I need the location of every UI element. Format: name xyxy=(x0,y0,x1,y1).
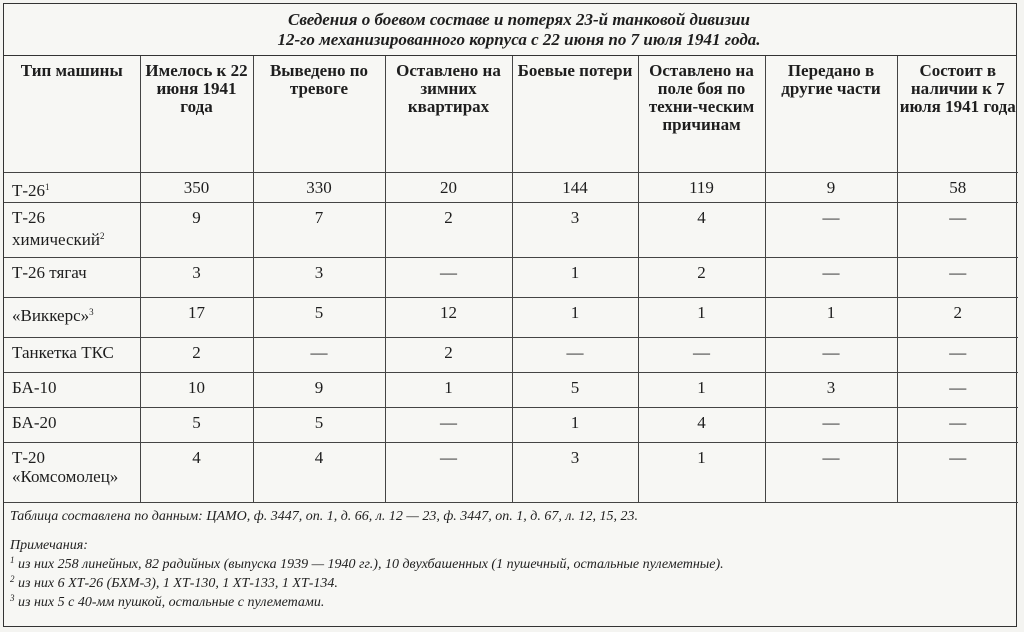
table-cell: 5 xyxy=(140,407,253,442)
table-row xyxy=(4,202,1018,257)
vehicle-type-label: Танкетка ТКС xyxy=(12,342,114,362)
table-row xyxy=(4,372,1018,407)
table-cell: 20 xyxy=(385,172,512,202)
footnote xyxy=(10,591,1016,610)
vehicle-type-label: Т-26 химический xyxy=(12,207,100,249)
vehicle-type-label: Т-26 тягач xyxy=(12,262,87,282)
header-row xyxy=(4,56,1018,172)
losses-table xyxy=(4,56,1018,503)
table-cell: — xyxy=(253,337,385,372)
table-cell: 10 xyxy=(140,372,253,407)
table-cell: — xyxy=(897,407,1018,442)
table-cell: 5 xyxy=(512,372,638,407)
table-cell: — xyxy=(638,337,765,372)
footnote xyxy=(10,572,1016,591)
table-cell: 1 xyxy=(638,442,765,502)
vehicle-type-label: «Виккерс» xyxy=(12,305,90,325)
table-cell: — xyxy=(385,442,512,502)
vehicle-type-label: Т-20 «Комсомолец» xyxy=(12,447,119,486)
vehicle-type-cell xyxy=(4,202,140,257)
table-cell: 4 xyxy=(638,407,765,442)
column-header: Оставлено на поле боя по техни-ческим причинам xyxy=(638,56,765,172)
table-cell: 4 xyxy=(253,442,385,502)
table-cell: — xyxy=(897,442,1018,502)
table-cell: — xyxy=(765,257,897,297)
table-cell: 1 xyxy=(512,257,638,297)
vehicle-type-cell xyxy=(4,372,140,407)
table-cell: 5 xyxy=(253,407,385,442)
table-row xyxy=(4,297,1018,337)
footnote-marker: 1 xyxy=(45,181,50,192)
table-row xyxy=(4,442,1018,502)
table-cell: 9 xyxy=(140,202,253,257)
table-cell: 5 xyxy=(253,297,385,337)
title-line-1: Сведения о боевом составе и потерях 23-й танковой дивизии xyxy=(287,10,750,29)
table-cell: 58 xyxy=(897,172,1018,202)
table-cell: — xyxy=(897,257,1018,297)
table-cell: 3 xyxy=(512,202,638,257)
vehicle-type-cell xyxy=(4,337,140,372)
table-cell: 7 xyxy=(253,202,385,257)
table-footer xyxy=(4,503,1016,610)
table-cell: 1 xyxy=(512,297,638,337)
table-cell: 1 xyxy=(765,297,897,337)
footnote-number: 3 xyxy=(10,592,15,603)
table-cell: 330 xyxy=(253,172,385,202)
document-sheet xyxy=(3,3,1017,627)
table-cell: — xyxy=(385,257,512,297)
vehicle-type-label: Т-26 xyxy=(12,180,46,200)
table-cell: 1 xyxy=(385,372,512,407)
footnote-marker: 3 xyxy=(89,306,94,317)
footnote-text: из них 258 линейных, 82 радийных (выпуска 1939 — 1940 гг.), 10 двухбашенных (1 пушечный, остальные пулеметные). xyxy=(18,556,724,572)
table-cell: 1 xyxy=(512,407,638,442)
notes-heading: Примечания: xyxy=(10,537,88,553)
notes-list xyxy=(10,553,1016,610)
table-cell: — xyxy=(765,202,897,257)
table-cell: 2 xyxy=(385,202,512,257)
footnote-marker: 2 xyxy=(99,230,105,241)
table-title xyxy=(4,4,1016,56)
footnote xyxy=(10,553,1016,572)
table-cell: 17 xyxy=(140,297,253,337)
column-header: Оставлено на зимних квартирах xyxy=(385,56,512,172)
table-body xyxy=(4,172,1018,502)
table-cell: 3 xyxy=(512,442,638,502)
table-cell: 3 xyxy=(765,372,897,407)
table-cell: — xyxy=(897,202,1018,257)
table-cell: 3 xyxy=(140,257,253,297)
vehicle-type-label: БА-10 xyxy=(12,377,57,397)
vehicle-type-cell xyxy=(4,172,140,202)
footnote-text: из них 5 с 40-мм пушкой, остальные с пулеметами. xyxy=(18,594,325,610)
table-cell: 12 xyxy=(385,297,512,337)
table-cell: 2 xyxy=(385,337,512,372)
table-row xyxy=(4,337,1018,372)
table-cell: 144 xyxy=(512,172,638,202)
vehicle-type-cell xyxy=(4,442,140,502)
source-note: Таблица составлена по данным: ЦАМО, ф. 3447, оп. 1, д. 66, л. 12 — 23, ф. 3447, оп. 1, д. 67, л. 12, 15, 23. xyxy=(10,508,638,524)
table-cell: 9 xyxy=(253,372,385,407)
table-cell: — xyxy=(765,442,897,502)
vehicle-type-cell xyxy=(4,297,140,337)
table-row xyxy=(4,407,1018,442)
table-cell: 2 xyxy=(897,297,1018,337)
column-header: Тип машины xyxy=(4,56,140,172)
table-cell: 4 xyxy=(140,442,253,502)
vehicle-type-label: БА-20 xyxy=(12,412,57,432)
vehicle-type-cell xyxy=(4,257,140,297)
footnote-number: 1 xyxy=(10,554,15,565)
column-header: Передано в другие части xyxy=(765,56,897,172)
table-cell: 1 xyxy=(638,372,765,407)
table-cell: — xyxy=(765,407,897,442)
table-cell: — xyxy=(897,372,1018,407)
table-cell: 119 xyxy=(638,172,765,202)
footnote-text: из них 6 ХТ-26 (БХМ-3), 1 ХТ-130, 1 ХТ-133, 1 ХТ-134. xyxy=(18,575,338,591)
vehicle-type-cell xyxy=(4,407,140,442)
table-cell: — xyxy=(897,337,1018,372)
column-header: Состоит в наличии к 7 июля 1941 года xyxy=(897,56,1018,172)
column-header: Боевые потери xyxy=(512,56,638,172)
table-cell: — xyxy=(765,337,897,372)
table-cell: 2 xyxy=(638,257,765,297)
table-row xyxy=(4,257,1018,297)
column-header: Выведено по тревоге xyxy=(253,56,385,172)
title-line-2: 12-го механизированного корпуса с 22 июня по 7 июля 1941 года. xyxy=(277,30,761,49)
table-cell: 2 xyxy=(140,337,253,372)
table-cell: 3 xyxy=(253,257,385,297)
column-header: Имелось к 22 июня 1941 года xyxy=(140,56,253,172)
table-cell: 1 xyxy=(638,297,765,337)
table-cell: 350 xyxy=(140,172,253,202)
table-cell: 4 xyxy=(638,202,765,257)
table-cell: — xyxy=(512,337,638,372)
footnote-number: 2 xyxy=(10,573,15,584)
table-row xyxy=(4,172,1018,202)
table-cell: — xyxy=(385,407,512,442)
table-cell: 9 xyxy=(765,172,897,202)
